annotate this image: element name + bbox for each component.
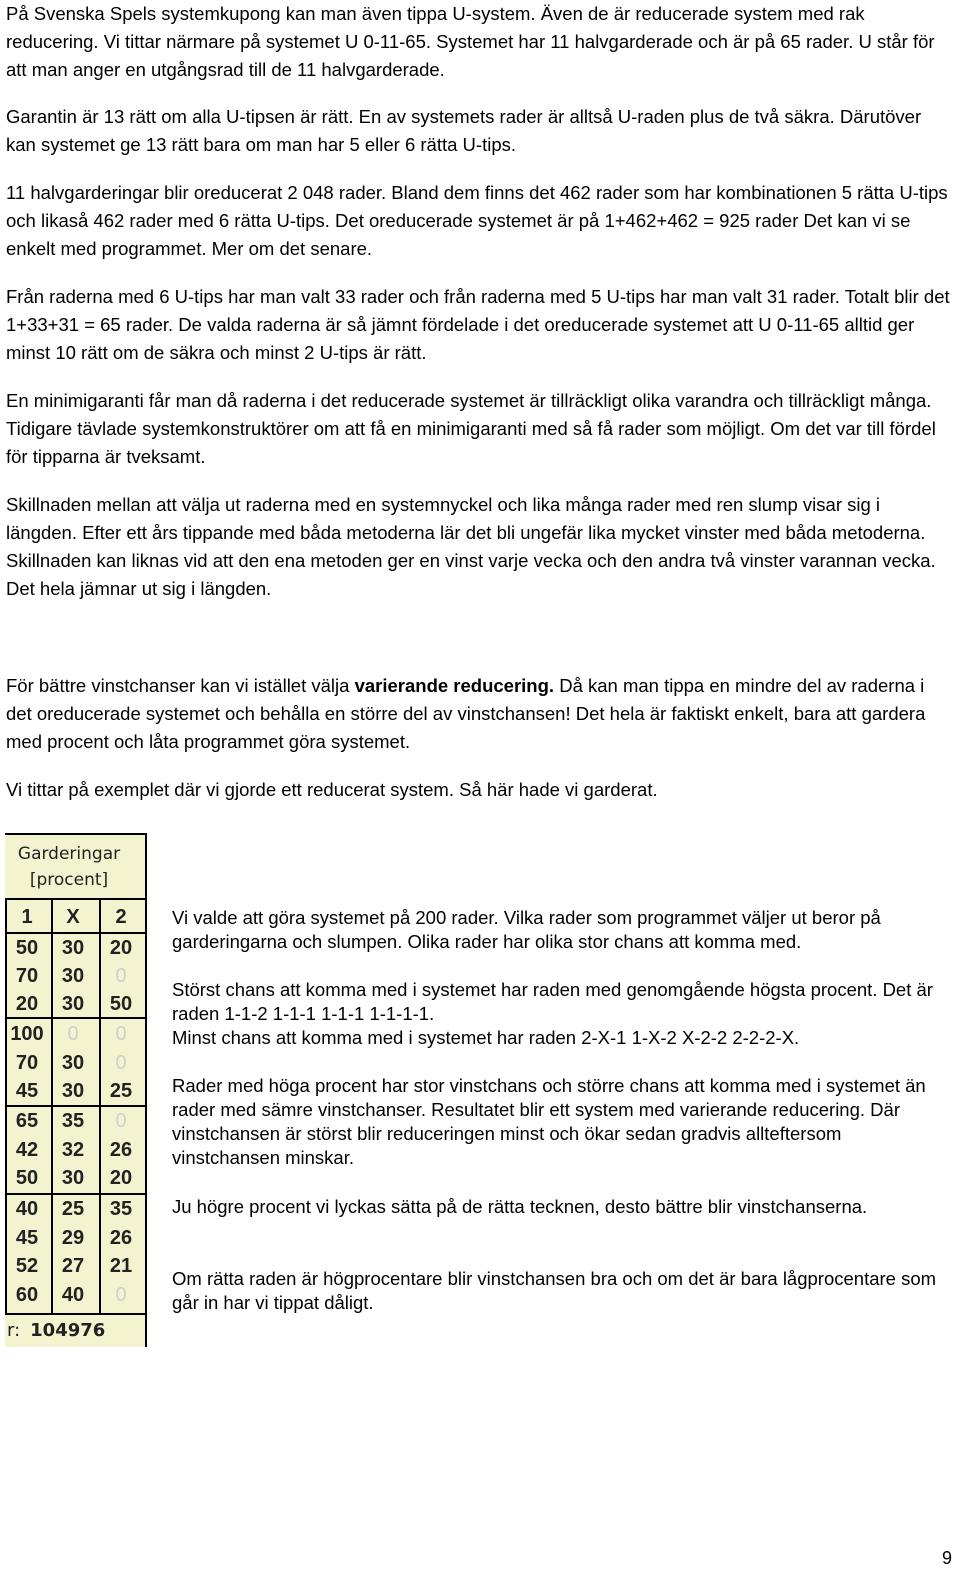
garderingar-header-cell: 1	[21, 906, 33, 928]
garderingar-group-divider	[5, 1193, 145, 1195]
garderingar-cell: 60	[15, 1284, 39, 1306]
garderingar-row	[7, 1021, 141, 1049]
page-number: 9	[941, 1548, 952, 1568]
garderingar-cell: 50	[109, 993, 133, 1015]
garderingar-cell: 35	[109, 1198, 133, 1220]
garderingar-row	[7, 1282, 141, 1310]
garderingar-cell: 35	[61, 1110, 85, 1132]
garderingar-cell: 52	[15, 1255, 39, 1277]
garderingar-cell: 29	[61, 1227, 85, 1249]
side-paragraph-high-percent: Rader med höga procent har stor vinstchans och större chans att komma med i systemet än rader med sämre vinstchanser. Resultatet blir ett system med varierande reducering. Där vinstchansen är störst blir reduceringen minst och ökar sedan gradvis allteftersom vinstchansen minskar.	[172, 1075, 926, 1168]
garderingar-row	[7, 1137, 141, 1165]
paragraph-selected-rows: Från raderna med 6 U-tips har man valt 33 rader och från raderna med 5 U-tips har man valt 31 rader. Totalt blir det 1+33+31 = 65 rader. De valda raderna är så jämnt fördelade i det oreducerade systemet att U 0-11-65 alltid ger minst 10 rätt om de säkra och minst 2 U-tips är rätt.	[6, 286, 950, 363]
garderingar-cell: 25	[109, 1080, 133, 1102]
garderingar-row	[7, 1225, 141, 1253]
garderingar-cell: 30	[61, 965, 85, 987]
garderingar-row	[7, 963, 141, 991]
garderingar-row	[7, 1078, 141, 1106]
row-count-label: r:	[7, 1320, 21, 1341]
paragraph-guarantee: Garantin är 13 rätt om alla U-tipsen är rätt. En av systemets rader är alltså U-raden plus de två säkra. Därutöver kan systemet ge 13 rätt bara om man har 5 eller 6 rätta U-tips.	[6, 106, 922, 155]
paragraph-example-intro: Vi tittar på exemplet där vi gjorde ett reducerat system. Så här hade vi garderat.	[6, 779, 658, 800]
garderingar-cell: 30	[61, 1080, 85, 1102]
garderingar-cell: 30	[61, 1052, 85, 1074]
garderingar-cell: 20	[109, 1167, 133, 1189]
garderingar-cell: 25	[61, 1198, 85, 1220]
bold-term: varierande reducering.	[354, 675, 555, 696]
paragraph-minimum-guarantee: En minimigaranti får man då raderna i det reducerade systemet är tillräckligt olika varandra och tillräckligt många. Tidigare tävlade systemkonstruktörer om att få en minimigaranti med så få rader som möjligt. Om det var till fördel för tipparna är tveksamt.	[6, 390, 936, 467]
garderingar-cell: 26	[109, 1139, 133, 1161]
garderingar-cell: 26	[109, 1227, 133, 1249]
garderingar-cell: 0	[115, 1284, 127, 1306]
garderingar-row	[7, 991, 141, 1019]
garderingar-cell: 32	[61, 1139, 85, 1161]
garderingar-cell: 65	[15, 1110, 39, 1132]
garderingar-row	[7, 1050, 141, 1078]
garderingar-divider	[5, 898, 145, 900]
garderingar-cell: 0	[115, 965, 127, 987]
garderingar-footer	[7, 1320, 105, 1341]
side-paragraph-higher-percent: Ju högre procent vi lyckas sätta på de rätta tecknen, desto bättre blir vinstchanserna.	[172, 1196, 868, 1217]
paragraph-u-system-intro: På Svenska Spels systemkupong kan man även tippa U-system. Även de är reducerade system med rak reducering. Vi tittar närmare på systemet U 0-11-65. Systemet har 11 halvgarderade och är på 65 rader. U står för att man anger en utgångsrad till de 11 halvgarderade.	[6, 3, 935, 80]
garderingar-cell: 0	[115, 1110, 127, 1132]
side-paragraph-lowest-chance: Minst chans att komma med i systemet har raden 2-X-1 1-X-2 X-2-2 2-2-2-X.	[172, 1027, 800, 1048]
garderingar-row	[7, 935, 141, 963]
garderingar-title-line1: Garderingar	[17, 844, 121, 864]
garderingar-cell: 0	[115, 1052, 127, 1074]
garderingar-footer-divider	[5, 1313, 145, 1315]
garderingar-cell: 20	[15, 993, 39, 1015]
garderingar-cell: 42	[15, 1139, 39, 1161]
garderingar-row	[7, 1165, 141, 1193]
row-count-value: 104976	[30, 1320, 106, 1341]
garderingar-row	[7, 1108, 141, 1136]
garderingar-cell: 70	[15, 965, 39, 987]
garderingar-cell: 0	[67, 1023, 79, 1045]
garderingar-row	[7, 1196, 141, 1224]
garderingar-cell: 70	[15, 1052, 39, 1074]
paragraph-text: För bättre vinstchanser kan vi istället välja	[6, 675, 355, 696]
garderingar-title-line2: [procent]	[29, 870, 109, 890]
garderingar-cell: 30	[61, 993, 85, 1015]
paragraph-text: Då kan man tippa en mindre del av raderna i det oreducerade systemet och behålla en större del av vinstchansen! Det hela är faktiskt enkelt, bara att gardera med procent och låta programmet göra systemet.	[6, 675, 926, 752]
garderingar-header-cell: X	[66, 906, 80, 928]
garderingar-header-row	[7, 904, 141, 932]
paragraph-unreduced-rows: 11 halvgarderingar blir oreducerat 2 048 rader. Bland dem finns det 462 rader som har kombinationen 5 rätta U-tips och likaså 462 rader med 6 rätta U-tips. Det oreducerade systemet är på 1+462+462 = 925 rader Det kan vi se enkelt med programmet. Mer om det senare.	[6, 182, 948, 259]
garderingar-title	[5, 841, 133, 893]
garderingar-cell: 40	[15, 1198, 39, 1220]
garderingar-header-cell: 2	[115, 906, 127, 928]
paragraph-varied-reduction	[6, 672, 954, 756]
side-paragraph-200-rows: Vi valde att göra systemet på 200 rader. Vilka rader som programmet väljer ut beror på garderingarna och slumpen. Olika rader har olika stor chans att komma med.	[172, 907, 881, 952]
garderingar-header-divider	[5, 932, 145, 934]
garderingar-cell: 50	[15, 1167, 39, 1189]
side-paragraph-right-row: Om rätta raden är högprocentare blir vinstchansen bra och om det är bara lågprocentare som går in har vi tippat dåligt.	[172, 1268, 937, 1313]
garderingar-cell: 45	[15, 1080, 39, 1102]
garderingar-cell: 27	[61, 1255, 85, 1277]
garderingar-cell: 40	[61, 1284, 85, 1306]
garderingar-cell: 0	[115, 1023, 127, 1045]
paragraph-difference: Skillnaden mellan att välja ut raderna med en systemnyckel och lika många rader med ren slump visar sig i längden. Efter ett års tippande med båda metoderna lär det bli ungefär lika mycket vinster med båda metoderna. Skillnaden kan liknas vid att den ena metoden ger en vinst varje vecka och den andra två vinster varannan vecka. Det hela jämnar ut sig i längden.	[6, 494, 936, 599]
garderingar-cell: 30	[61, 1167, 85, 1189]
garderingar-cell: 20	[109, 937, 133, 959]
garderingar-row	[7, 1253, 141, 1281]
side-paragraph-highest-chance: Störst chans att komma med i systemet har raden med genomgående högsta procent. Det är raden 1-1-2 1-1-1 1-1-1 1-1-1-1.	[172, 979, 933, 1024]
garderingar-cell: 21	[109, 1255, 133, 1277]
garderingar-cell: 30	[61, 937, 85, 959]
garderingar-cell: 45	[15, 1227, 39, 1249]
garderingar-cell: 100	[10, 1023, 44, 1045]
garderingar-cell: 50	[15, 937, 39, 959]
